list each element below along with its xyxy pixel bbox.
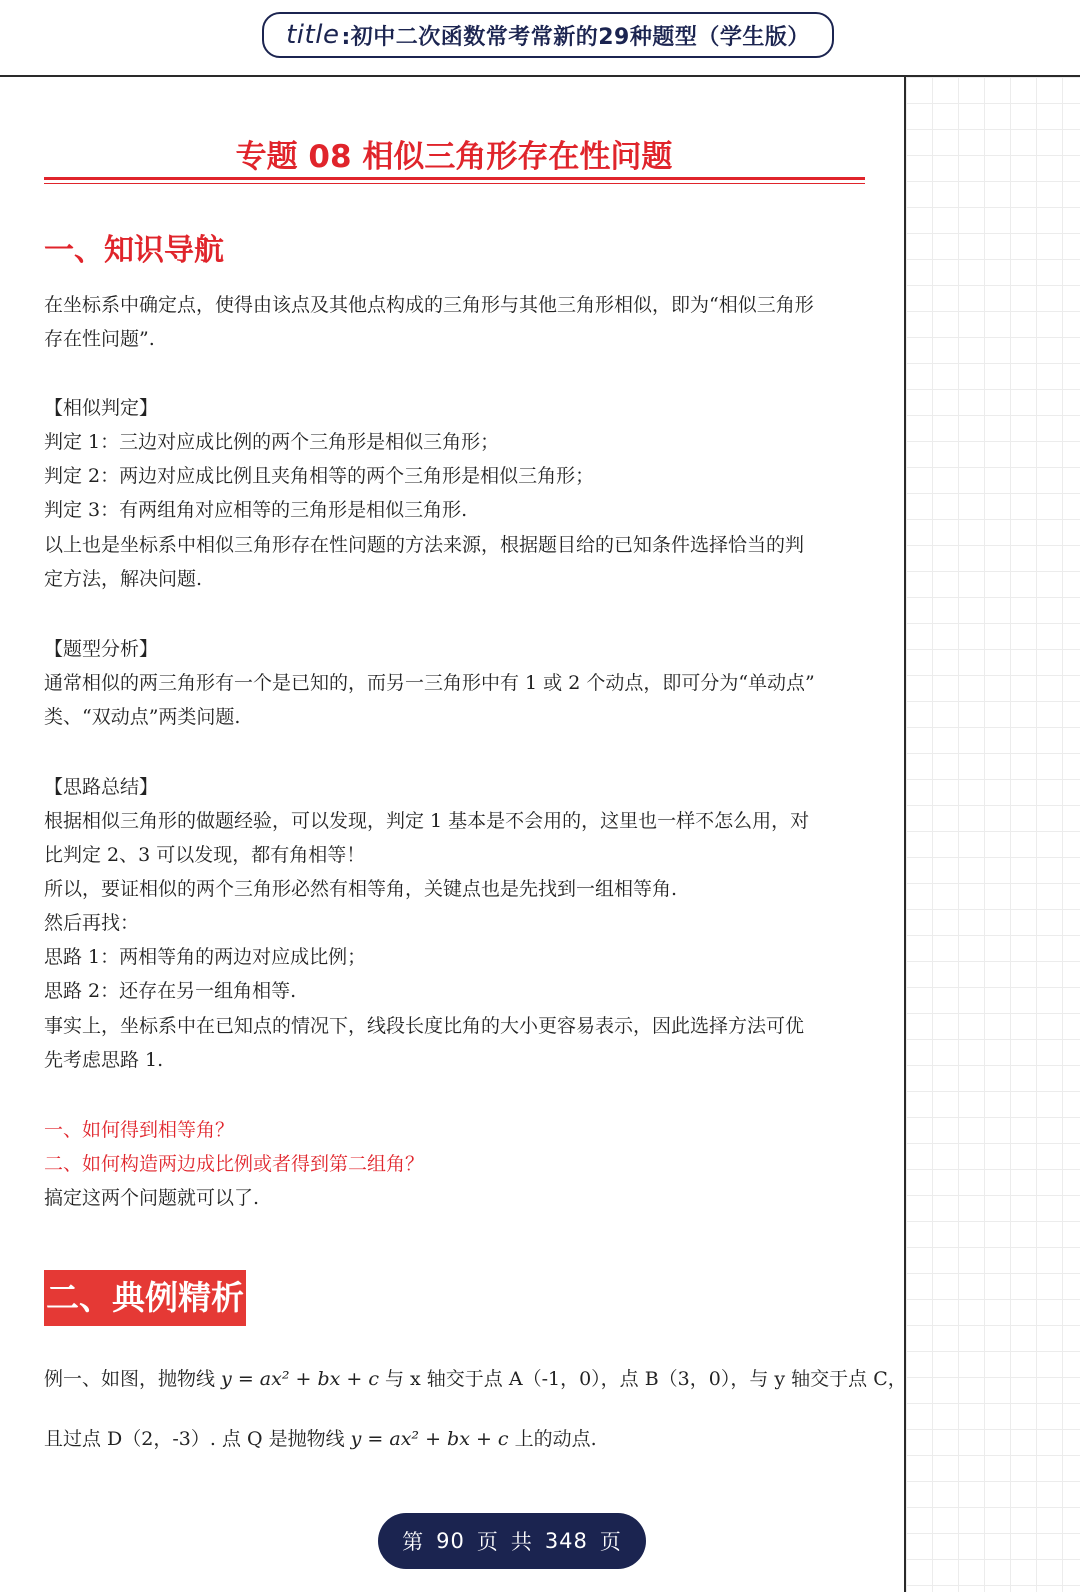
page-word: 第 (402, 1530, 425, 1554)
margin-divider (904, 77, 906, 1592)
paragraph-line: 所以，要证相似的两个三角形必然有相等角，关键点也是先找到一组相等角. (44, 878, 678, 900)
grid-margin-panel (906, 77, 1080, 1592)
paragraph-line: 先考虑思路 1. (44, 1049, 164, 1071)
key-question: 一、如何得到相等角？ (44, 1119, 235, 1141)
example-line (44, 1422, 874, 1456)
section-heading-examples: 二、典例精析 (44, 1270, 246, 1326)
paragraph-line: 思路 1：两相等角的两边对应成比例； (44, 946, 367, 968)
example-text: 上的动点. (508, 1428, 597, 1450)
example-text: 且过点 D（2，-3）. 点 Q 是抛物线 (44, 1428, 351, 1450)
paragraph-line: 判定 1：三边对应成比例的两个三角形是相似三角形； (44, 431, 500, 453)
example-text: 例一、如图，抛物线 (44, 1368, 222, 1390)
page-indicator (378, 1513, 646, 1569)
paragraph-line: 定方法，解决问题. (44, 568, 203, 590)
document-title: :初中二次函数常考常新的29种题型（学生版） (341, 24, 810, 50)
key-question: 二、如何构造两边成比例或者得到第二组角？ (44, 1153, 425, 1175)
section-heading-knowledge: 一、知识导航 (44, 233, 224, 268)
paragraph-line: 通常相似的两三角形有一个是已知的，而另一三角形中有 1 或 2 个动点，即可分为“单动点” (44, 672, 815, 694)
paragraph-line: 搞定这两个问题就可以了. (44, 1187, 260, 1209)
similarity-header: 【相似判定】 (44, 397, 159, 419)
paragraph-line: 事实上，坐标系中在已知点的情况下，线段长度比角的大小更容易表示，因此选择方法可优 (44, 1015, 805, 1037)
parabola-equation: y = ax² + bx + c (350, 1428, 509, 1450)
paragraph-line: 类、“双动点”两类问题. (44, 706, 241, 728)
title-underline-thin (44, 183, 865, 184)
paragraph-line: 判定 2：两边对应成比例且夹角相等的两个三角形是相似三角形； (44, 465, 595, 487)
title-prefix: title (286, 20, 340, 50)
page-content (0, 77, 907, 1592)
parabola-equation: y = ax² + bx + c (221, 1368, 379, 1390)
paragraph-line: 比判定 2、3 可以发现，都有角相等！ (44, 844, 366, 866)
paragraph-line: 判定 3：有两组角对应相等的三角形是相似三角形. (44, 499, 468, 521)
paragraph-line: 然后再找： (44, 912, 140, 934)
title-underline (44, 177, 865, 180)
paragraph-line: 思路 2：还存在另一组角相等. (44, 980, 297, 1002)
total-unit: 页 (599, 1530, 622, 1554)
example-line (44, 1362, 907, 1396)
page-unit: 页 (476, 1530, 499, 1554)
document-title-badge (262, 12, 834, 58)
total-word: 共 (510, 1530, 533, 1554)
page-number: 90 (436, 1529, 465, 1553)
type-analysis-header: 【题型分析】 (44, 638, 159, 660)
topic-title: 专题 08 相似三角形存在性问题 (235, 139, 673, 175)
example-text: 与 x 轴交于点 A（-1，0），点 B（3，0），与 y 轴交于点 C， (378, 1368, 907, 1390)
paragraph-line: 存在性问题”. (44, 328, 155, 350)
summary-header: 【思路总结】 (44, 776, 159, 798)
paragraph-line: 以上也是坐标系中相似三角形存在性问题的方法来源，根据题目给的已知条件选择恰当的判 (44, 534, 805, 556)
total-pages: 348 (544, 1529, 588, 1553)
paragraph-line: 根据相似三角形的做题经验，可以发现，判定 1 基本是不会用的，这里也一样不怎么用，对 (44, 810, 810, 832)
paragraph-line: 在坐标系中确定点，使得由该点及其他点构成的三角形与其他三角形相似，即为“相似三角形 (44, 294, 814, 316)
page-header (0, 0, 1080, 76)
